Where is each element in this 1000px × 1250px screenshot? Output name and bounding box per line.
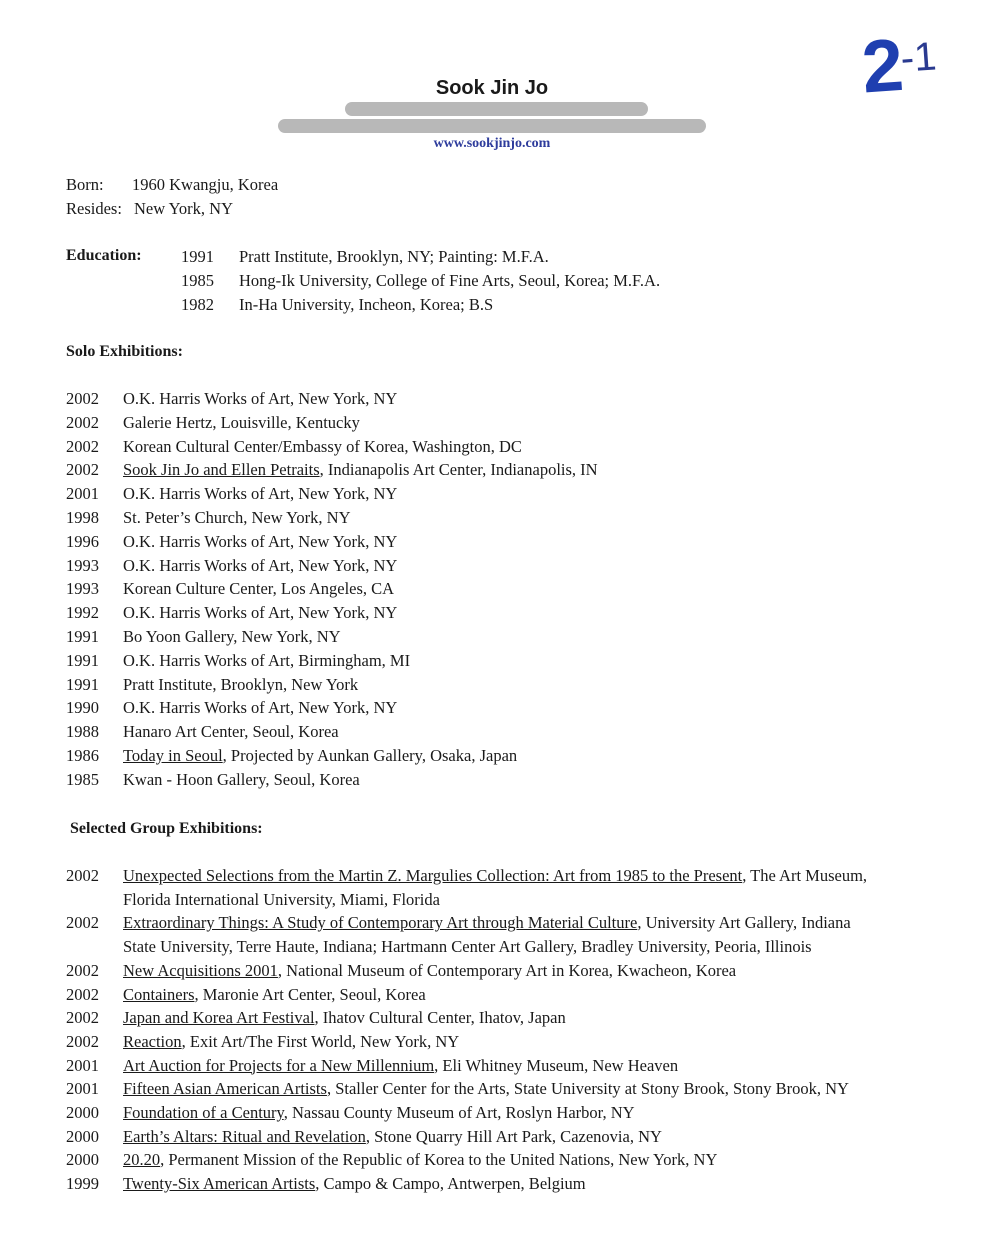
item-detail: , National Museum of Contemporary Art in Korea, Kwacheon, Korea (277, 960, 737, 980)
item-detail: Bo Yoon Gallery, New York, NY (123, 627, 341, 646)
item-year: 2001 (66, 1079, 99, 1099)
redacted-contact-bar (278, 119, 706, 133)
item-text (123, 720, 339, 744)
education-heading: Education: (66, 247, 142, 264)
item-text (123, 1125, 662, 1149)
item-text (123, 911, 851, 935)
item-year: 1993 (66, 579, 99, 599)
item-year: 2001 (66, 484, 99, 504)
item-text (123, 530, 397, 554)
item-year: 2002 (66, 412, 99, 432)
item-title: Foundation of a Century (123, 1103, 284, 1122)
item-title: Japan and Korea Art Festival (123, 1008, 315, 1028)
item-title: Reaction (123, 1031, 182, 1051)
item-text (123, 768, 360, 792)
item-detail: , Ihatov Cultural Center, Ihatov, Japan (314, 1008, 566, 1028)
item-year: 1999 (66, 1174, 99, 1194)
item-text (123, 435, 522, 459)
website-link[interactable]: www.sookjinjo.com (433, 136, 551, 151)
item-title: Containers (123, 984, 195, 1004)
education-year: 1991 (181, 247, 214, 266)
education-text: Pratt Institute, Brooklyn, NY; Painting: M.F.A. (239, 247, 549, 266)
item-detail: , Stone Quarry Hill Art Park, Cazenovia, NY (365, 1126, 662, 1146)
item-detail: O.K. Harris Works of Art, New York, NY (123, 389, 398, 408)
item-title: Art Auction for Projects for a New Millennium (123, 1055, 435, 1075)
item-text (123, 649, 410, 673)
item-year: 2002 (66, 1031, 99, 1051)
item-detail: , Indianapolis Art Center, Indianapolis, IN (319, 460, 598, 480)
item-text (123, 864, 867, 888)
item-detail: Kwan - Hoon Gallery, Seoul, Korea (123, 769, 360, 789)
item-text (123, 601, 397, 625)
born-label: Born: (66, 175, 104, 194)
item-text (123, 744, 517, 768)
resides-line (66, 199, 233, 219)
item-year: 2002 (66, 960, 99, 980)
item-text (123, 1054, 678, 1078)
item-year: 1991 (66, 674, 99, 694)
item-detail: , Eli Whitney Museum, New Heaven (434, 1055, 679, 1075)
item-detail: , Exit Art/The First World, New York, NY (181, 1031, 460, 1051)
item-detail: St. Peter’s Church, New York, NY (123, 508, 351, 527)
resides-value: New York, NY (134, 199, 234, 218)
item-title: Extraordinary Things: A Study of Contemporary Art through Material Culture (123, 913, 638, 933)
item-year: 2000 (66, 1126, 99, 1146)
item-detail: Hanaro Art Center, Seoul, Korea (123, 722, 339, 742)
resides-label: Resides: (66, 199, 122, 218)
item-detail: , University Art Gallery, Indiana (637, 913, 851, 933)
item-text (123, 506, 351, 530)
item-year: 2002 (66, 1008, 99, 1028)
item-year: 1992 (66, 603, 99, 623)
item-year: 2001 (66, 1055, 99, 1075)
item-year: 2002 (66, 460, 99, 480)
item-text (123, 959, 736, 983)
item-text (123, 1030, 459, 1054)
redacted-address-bar (345, 102, 648, 116)
item-title: Today in Seoul (123, 746, 223, 765)
solo-exhibitions-heading: Solo Exhibitions: (66, 343, 183, 360)
item-detail: , Projected by Aunkan Gallery, Osaka, Japan (222, 746, 518, 765)
item-text (123, 673, 358, 697)
item-title: Fifteen Asian American Artists (123, 1079, 327, 1099)
item-detail: , Staller Center for the Arts, State University at Stony Brook, Stony Brook, NY (326, 1079, 849, 1099)
item-title: 20.20 (123, 1150, 161, 1170)
item-detail: Korean Culture Center, Los Angeles, CA (123, 579, 395, 599)
item-year: 2002 (66, 866, 99, 885)
education-year: 1982 (181, 295, 214, 314)
item-detail: Korean Cultural Center/Embassy of Korea, Washington, DC (123, 436, 522, 456)
item-text (123, 983, 426, 1007)
item-year: 1991 (66, 650, 99, 670)
item-year: 1990 (66, 698, 99, 718)
item-text (123, 482, 397, 506)
item-text (123, 625, 341, 649)
item-year: 1988 (66, 722, 99, 742)
education-text: In-Ha University, Incheon, Korea; B.S (239, 295, 494, 314)
item-detail: Pratt Institute, Brooklyn, New York (123, 674, 359, 694)
item-text (123, 1148, 717, 1172)
born-line (66, 175, 278, 195)
item-title: Unexpected Selections from the Martin Z. Margulies Collection: Art from 1985 to the Present (123, 866, 743, 885)
item-detail: O.K. Harris Works of Art, New York, NY (123, 698, 398, 718)
item-detail: O.K. Harris Works of Art, New York, NY (123, 603, 398, 623)
item-text (123, 458, 598, 482)
item-text (123, 696, 397, 720)
item-year: 1998 (66, 508, 99, 527)
item-year: 1996 (66, 531, 99, 551)
item-year: 2002 (66, 984, 99, 1004)
item-detail: Galerie Hertz, Louisville, Kentucky (123, 412, 360, 432)
item-detail: , Campo & Campo, Antwerpen, Belgium (315, 1174, 586, 1194)
item-year: 1986 (66, 746, 99, 765)
item-title: New Acquisitions 2001 (123, 960, 278, 980)
item-detail: , Nassau County Museum of Art, Roslyn Harbor, NY (283, 1103, 635, 1122)
item-year: 1985 (66, 769, 99, 789)
item-year: 1991 (66, 627, 99, 646)
item-detail: , Permanent Mission of the Republic of Korea to the United Nations, New York, NY (160, 1150, 718, 1170)
item-detail: O.K. Harris Works of Art, New York, NY (123, 531, 398, 551)
item-text (123, 1077, 849, 1101)
item-text (123, 554, 397, 578)
born-value: 1960 Kwangju, Korea (132, 175, 279, 194)
item-year: 2000 (66, 1150, 99, 1170)
artist-name: Sook Jin Jo (435, 77, 549, 99)
item-text (123, 1101, 635, 1125)
item-title: Sook Jin Jo and Ellen Petraits (123, 460, 320, 480)
item-detail: O.K. Harris Works of Art, New York, NY (123, 484, 398, 504)
item-detail: , The Art Museum, (742, 866, 868, 885)
item-year: 1993 (66, 555, 99, 575)
item-detail: O.K. Harris Works of Art, New York, NY (123, 555, 398, 575)
item-year: 2002 (66, 436, 99, 456)
item-year: 2002 (66, 913, 99, 933)
item-text (123, 1172, 586, 1196)
item-title: Twenty-Six American Artists (123, 1174, 316, 1194)
item-title: Earth’s Altars: Ritual and Revelation (123, 1126, 366, 1146)
item-text (123, 1006, 566, 1030)
item-text-continued: State University, Terre Haute, Indiana; Hartmann Center Art Gallery, Bradley University, Peoria, Illinois (123, 937, 812, 957)
item-year: 2000 (66, 1103, 99, 1122)
page-number-suffix: -1 (899, 34, 938, 81)
item-detail: O.K. Harris Works of Art, Birmingham, MI (123, 650, 411, 670)
page-number-main: 2 (859, 23, 903, 109)
item-text (123, 411, 360, 435)
item-text (123, 387, 397, 411)
item-year: 2002 (66, 389, 99, 408)
education-text: Hong-Ik University, College of Fine Arts, Seoul, Korea; M.F.A. (239, 271, 661, 290)
group-exhibitions-heading: Selected Group Exhibitions: (70, 820, 263, 837)
item-detail: , Maronie Art Center, Seoul, Korea (194, 984, 426, 1004)
education-year: 1985 (181, 271, 214, 290)
item-text-continued: Florida International University, Miami, Florida (123, 890, 440, 909)
item-text (123, 577, 394, 601)
